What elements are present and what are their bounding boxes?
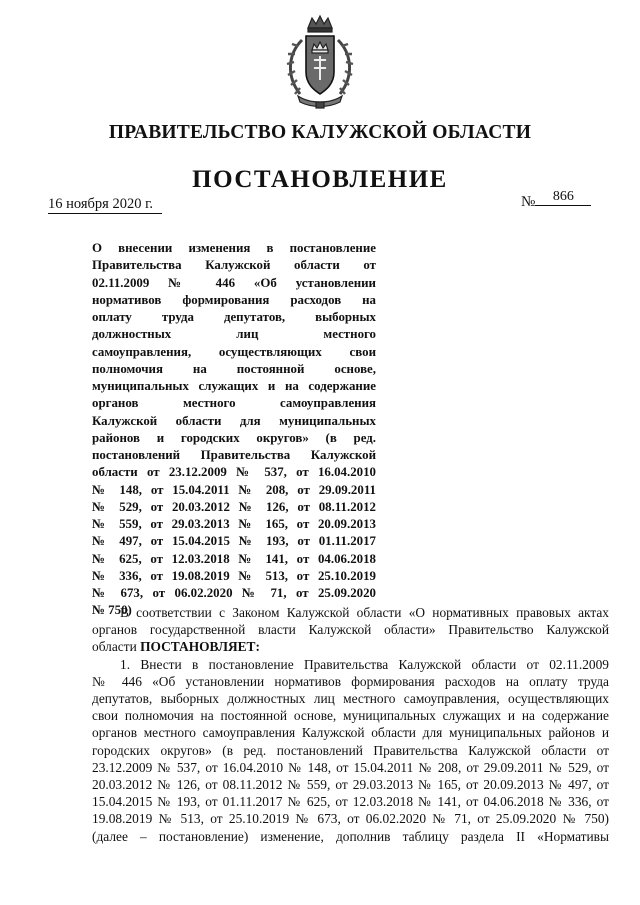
document-type: ПОСТАНОВЛЕНИЕ <box>192 166 448 193</box>
subject-line: области от 23.12.2009 № 537, от 16.04.2010 <box>92 465 376 480</box>
subject-line: органов местного самоуправления <box>92 396 376 411</box>
preamble-line: органов государственной власти Калужской области» Правительство Калужской <box>92 622 609 638</box>
subject-line: должностных лиц местного <box>92 327 376 342</box>
item-1 <box>92 656 609 845</box>
subject-line: № 497, от 15.04.2015 № 193, от 01.11.2017 <box>92 534 376 549</box>
subject-line: № 336, от 19.08.2019 № 513, от 25.10.2019 <box>92 568 376 583</box>
subject-line: № 559, от 29.03.2013 № 165, от 20.09.2013 <box>92 517 376 531</box>
subject-line: постановлений Правительства Калужской <box>92 448 376 462</box>
document-number <box>521 189 591 210</box>
subject-line: О внесении изменения в постановление <box>92 241 376 255</box>
item-1-line: депутатов, выборных должностных лиц местного самоуправления, осуществляющих <box>92 691 609 707</box>
preamble-line: В соответствии с Законом Калужской области «О нормативных правовых актах <box>120 605 609 620</box>
item-1-line: 19.08.2019 № 513, от 25.10.2019 № 673, от 06.02.2020 № 71, от 25.09.2020 № 750) <box>92 811 609 827</box>
subject-line: 02.11.2009 № 446 «Об установлении <box>92 275 376 290</box>
subject-line: районов и городских округов» (в ред. <box>92 430 376 445</box>
number-value: 866 <box>535 189 591 206</box>
subject-line: № 625, от 12.03.2018 № 141, от 04.06.2018 <box>92 551 376 566</box>
resolves-keyword: ПОСТАНОВЛЯЕТ: <box>140 639 260 655</box>
subject-line: № 750) <box>92 603 132 618</box>
item-1-line: 23.12.2009 № 537, от 16.04.2010 № 148, от 15.04.2011 № 208, от 29.09.2011 № 529, от <box>92 759 609 775</box>
item-1-line: городских округов» (в ред. постановлений Правительства Калужской области от <box>92 742 609 758</box>
subject-line: № 529, от 20.03.2012 № 126, от 08.11.2012 <box>92 499 376 514</box>
subject-line: Калужской области для муниципальных <box>92 413 376 428</box>
government-title: ПРАВИТЕЛЬСТВО КАЛУЖСКОЙ ОБЛАСТИ <box>108 122 532 143</box>
subject-line: № 148, от 15.04.2011 № 208, от 29.09.2011 <box>92 482 376 497</box>
subject-line: № 673, от 06.02.2020 № 71, от 25.09.2020 <box>92 586 376 600</box>
kaluga-coat-of-arms-icon <box>282 14 358 110</box>
item-1-line: (далее – постановление) изменение, дополнив таблицу раздела II «Нормативы <box>92 828 609 844</box>
subject-line: муниципальных служащих и на содержание <box>92 379 376 393</box>
item-1-line: 15.04.2015 № 193, от 01.11.2017 № 625, от 12.03.2018 № 141, от 04.06.2018 № 336, от <box>92 794 609 810</box>
resolution-body <box>92 604 609 845</box>
item-1-line: 1. Внести в постановление Правительства Калужской области от 02.11.2009 <box>120 656 609 672</box>
preamble-prefix: области <box>92 639 141 655</box>
number-sign: № <box>521 194 536 210</box>
document-date: 16 ноября 2020 г. <box>48 196 162 214</box>
subject-line: оплату труда депутатов, выборных <box>92 310 376 324</box>
subject-line: самоуправления, осуществляющих свои <box>92 344 376 359</box>
item-1-line: 20.03.2012 № 126, от 08.11.2012 № 559, от 29.03.2013 № 165, от 20.09.2013 № 497, от <box>92 777 609 793</box>
subject-line: нормативов формирования расходов на <box>92 292 376 307</box>
subject-line: полномочия на постоянной основе, <box>92 361 376 376</box>
preamble-line <box>92 638 609 655</box>
item-1-line: органов местного самоуправления Калужской области для муниципальных районов и <box>92 725 609 741</box>
resolution-subject <box>92 240 376 620</box>
item-1-line: свои полномочия на постоянной основе, муниципальных служащих и на содержание <box>92 708 609 724</box>
item-1-line: № 446 «Об установлении нормативов формирования расходов на оплату труда <box>92 673 609 689</box>
subject-line: Правительства Калужской области от <box>92 258 376 273</box>
